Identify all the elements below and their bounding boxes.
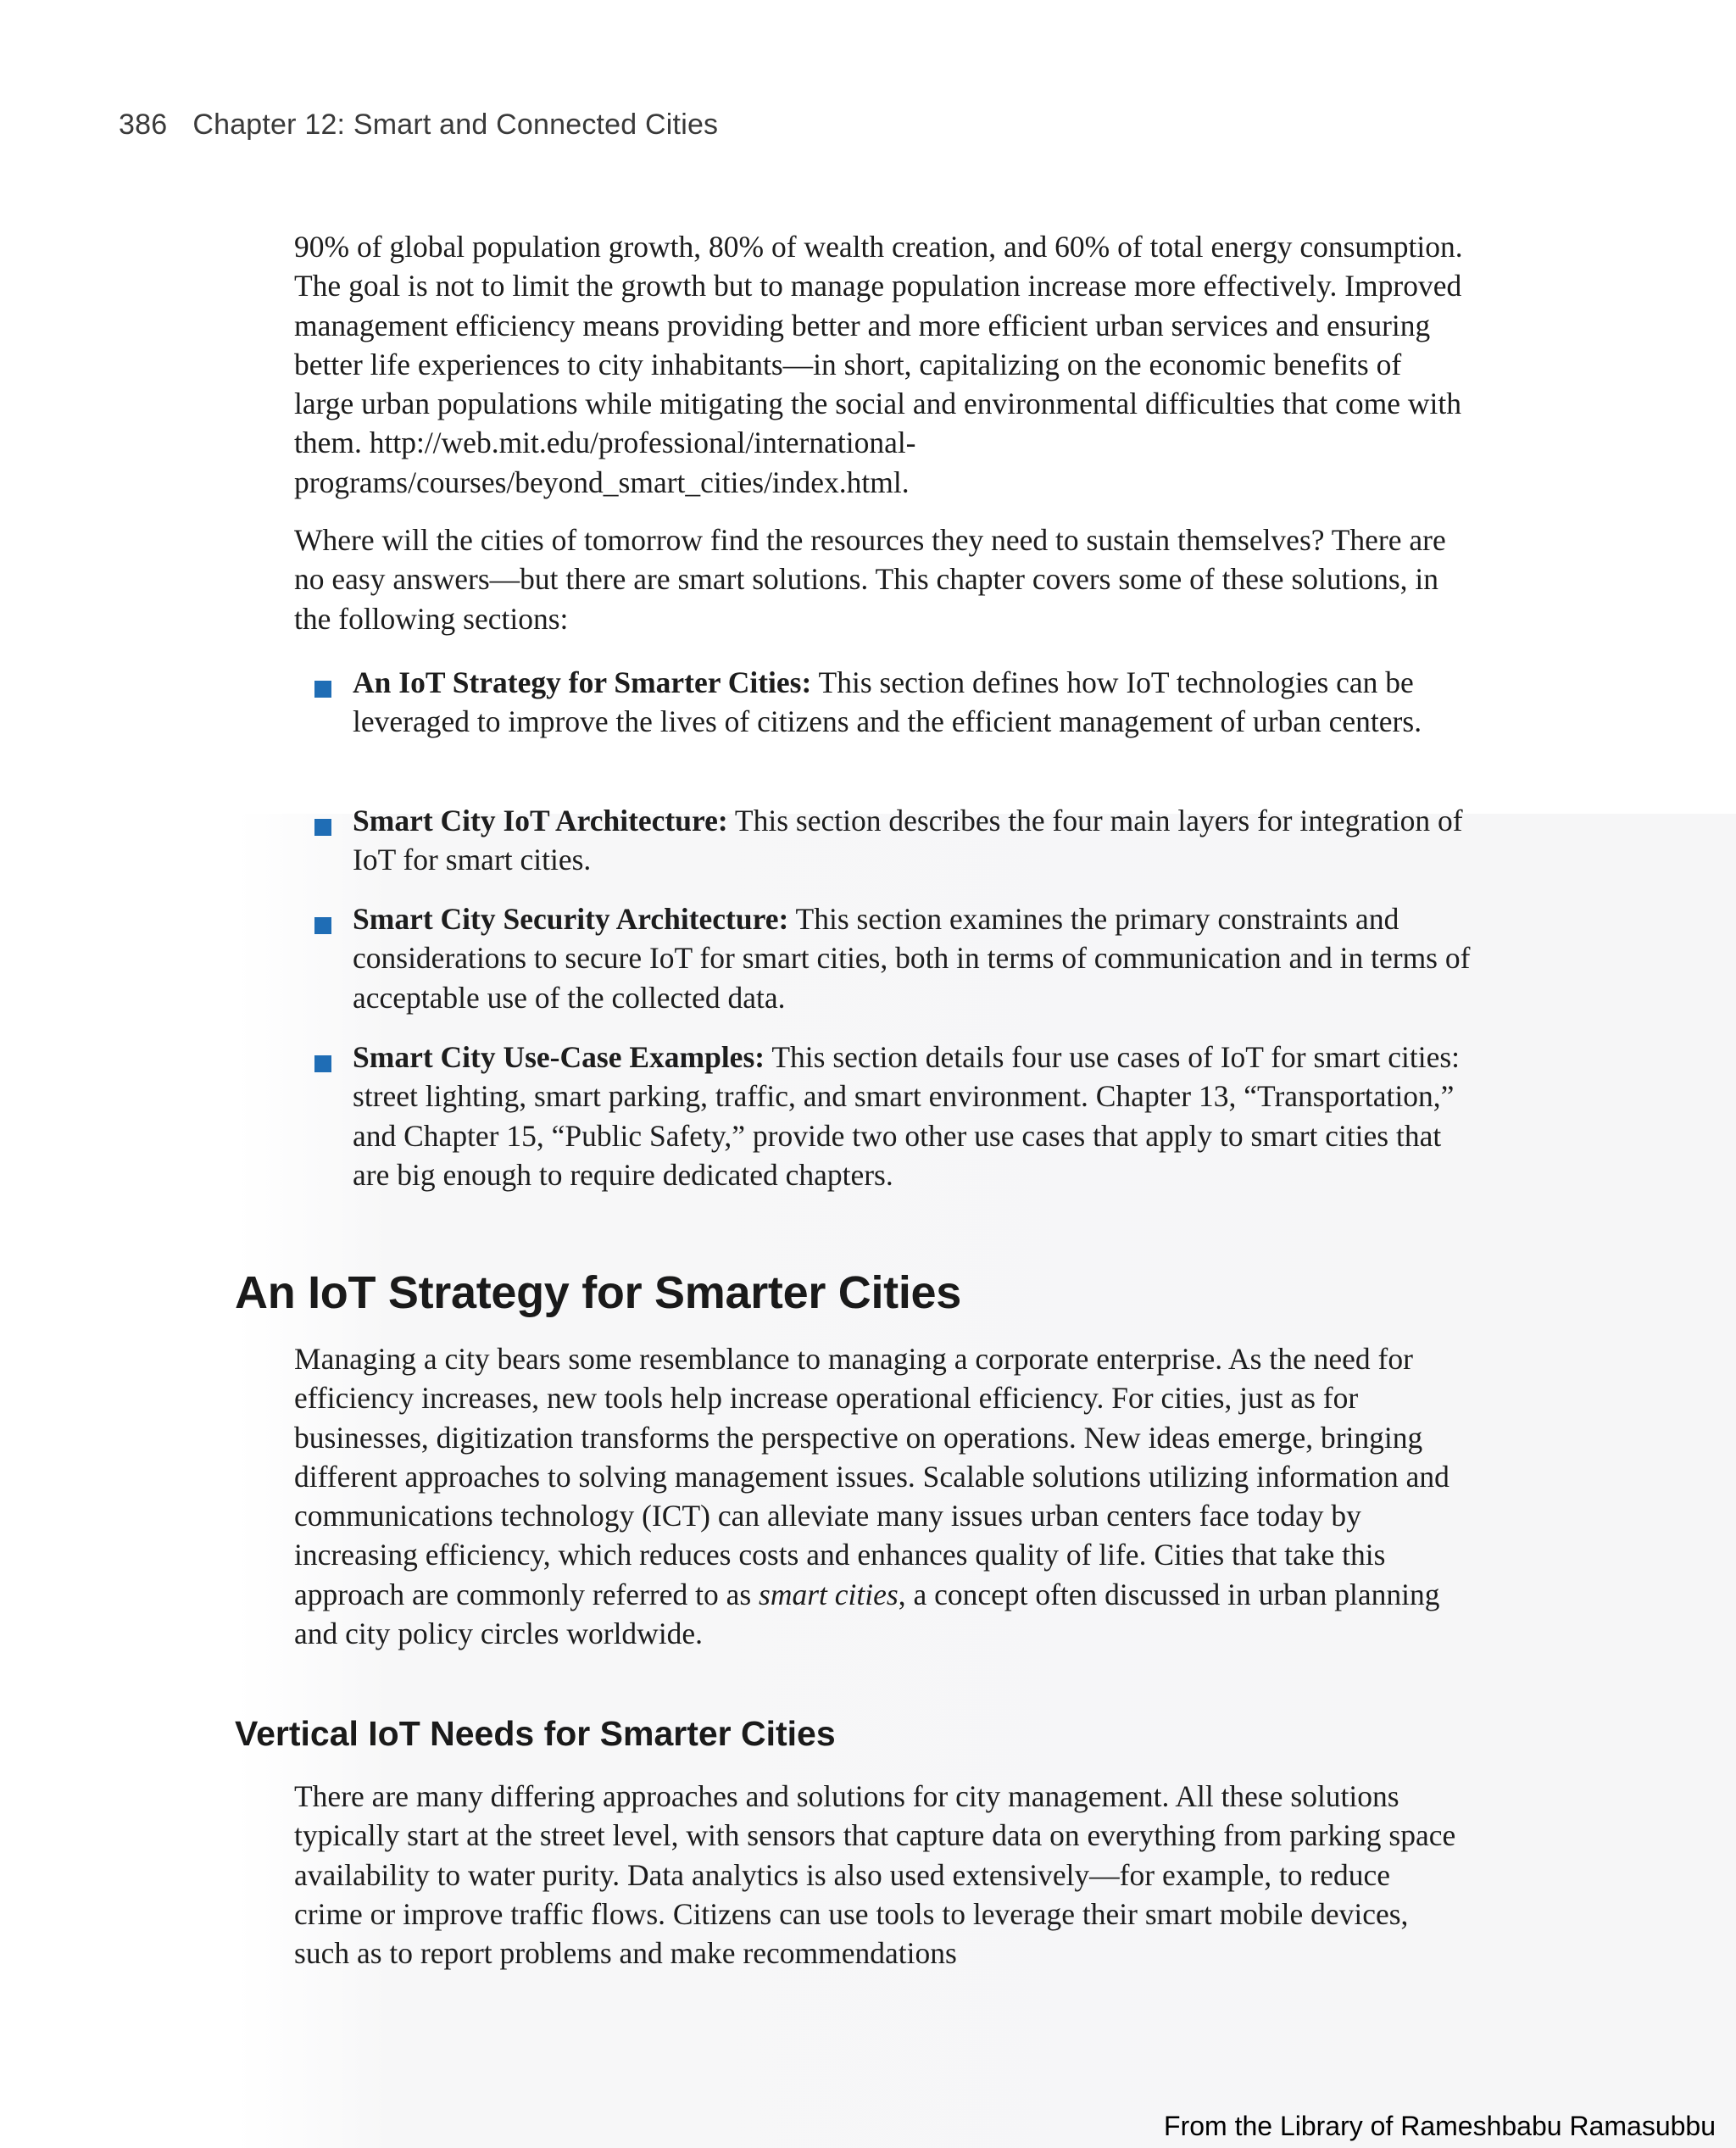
bullet-item (353, 1038, 1472, 1194)
library-credit: From the Library of Rameshbabu Ramasubbu (1164, 2111, 1716, 2141)
running-header (119, 109, 718, 142)
bullet-square-icon (314, 819, 331, 836)
bullet-text: This section details four use cases of IoT for smart cities: street lighting, smart parking, traffic, and smart environment. Chapter 13, “Transportation,” and Chapter 15, “Public Safety,” provide two other use cases that apply to smart cities that are big enough to require dedicated chapters. (353, 1040, 1461, 1192)
subsection-heading: Vertical IoT Needs for Smarter Cities (235, 1714, 836, 1753)
bullet-square-icon (314, 681, 331, 698)
chapter-title: Chapter 12: Smart and Connected Cities (192, 109, 719, 141)
bullet-square-icon (314, 917, 331, 934)
section-paragraph-text-end: , a concept often discussed in urban planning and city policy circles worldwide. (294, 1577, 1440, 1651)
bullet-title: Smart City Security Architecture: (353, 902, 789, 936)
section-paragraph-text: Managing a city bears some resemblance to managing a corporate enterprise. As the need for efficiency increases, new tools help increase operational efficiency. For cities, just as for businesses, digitization transforms the perspective on operations. New ideas emerge, bringing different approaches to solving management issues. Scalable solutions utilizing information and communications technology (ICT) can alleviate many issues urban centers face today by increasing efficiency, which reduces costs and enhances quality of life. Cities that take this approach are commonly referred to as (294, 1342, 1449, 1611)
subsection-paragraph: There are many differing approaches and solutions for city management. All these solutions typically start at the street level, with sensors that capture data on everything from parking space availability to water purity. Data analytics is also used extensively—for example, to reduce crime or improve traffic flows. Citizens can use tools to leverage their smart mobile devices, such as to report problems and make recommendations (294, 1779, 1456, 1971)
bullet-title: Smart City IoT Architecture: (353, 804, 728, 837)
bullet-item (353, 801, 1472, 880)
bullet-item (353, 663, 1472, 742)
section-paragraph (294, 1339, 1464, 1653)
bullet-title: An IoT Strategy for Smarter Cities: (353, 665, 812, 699)
bullet-text: This section defines how IoT technologies can be leveraged to improve the lives of citizens and the efficient management of urban centers. (353, 665, 1422, 739)
bullet-item (353, 899, 1472, 1017)
intro-paragraph-1: 90% of global population growth, 80% of wealth creation, and 60% of total energy consumption. The goal is not to limit the growth but to manage population increase more effectively. Improved management efficiency means providing better and more efficient urban services and ensuring better life experiences to city inhabitants—in short, capitalizing on the economic benefits of large urban populations while mitigating the social and environmental difficulties that come with them. http://web.mit.edu/professional/international-programs/courses/beyond_smart_cities/index.html. (294, 230, 1463, 499)
bullet-text: This section examines the primary constraints and considerations to secure IoT for smart cities, both in terms of communication and in terms of acceptable use of the collected data. (353, 902, 1471, 1015)
bullet-title: Smart City Use-Case Examples: (353, 1040, 765, 1074)
page-number: 386 (119, 109, 168, 141)
intro-paragraph-2: Where will the cities of tomorrow find the resources they need to sustain themselves? There are no easy answers—but there are smart solutions. This chapter covers some of these solutions, in the following sections: (294, 523, 1446, 636)
emphasized-term: smart cities (759, 1577, 899, 1611)
bullet-text: This section describes the four main layers for integration of IoT for smart cities. (353, 804, 1463, 877)
bullet-square-icon (314, 1055, 331, 1072)
section-heading: An IoT Strategy for Smarter Cities (235, 1267, 961, 1318)
